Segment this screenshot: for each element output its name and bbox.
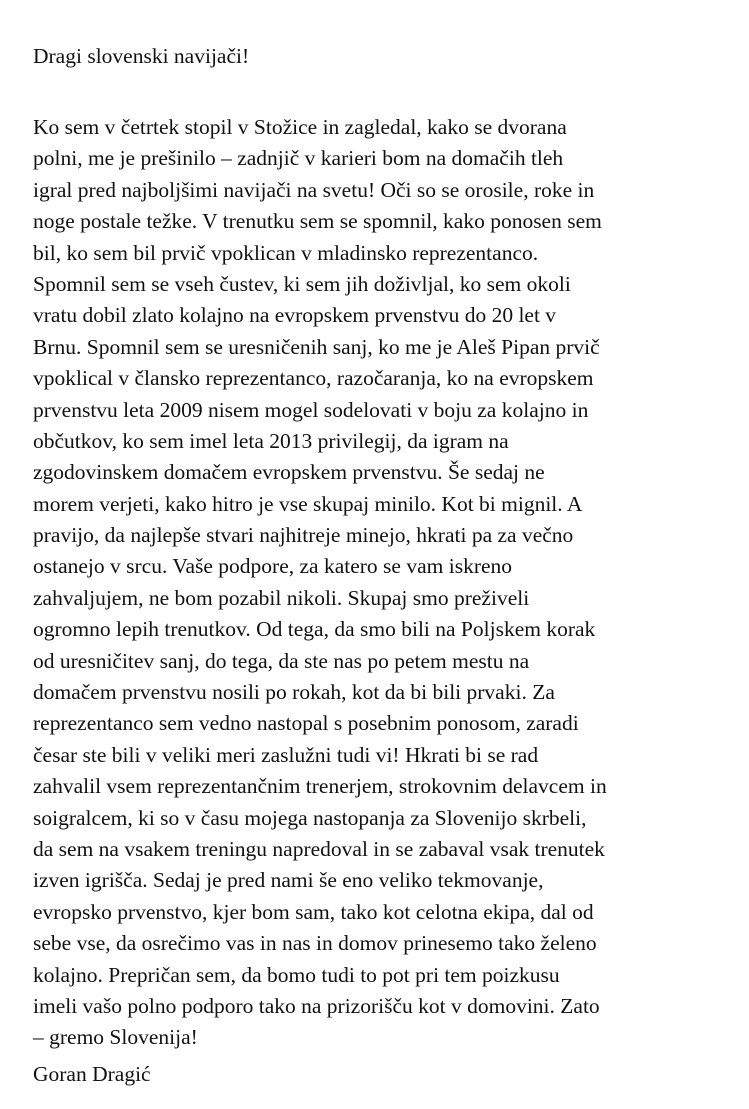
letter-signature: Goran Dragić	[33, 1062, 151, 1086]
letter-line: bil, ko sem bil prvič vpoklican v mladinsko reprezentanco.	[33, 240, 539, 265]
letter-line: polni, me je prešinilo – zadnjič v karieri bom na domačih tleh	[33, 146, 564, 171]
letter-line: kolajno. Prepričan sem, da bomo tudi to pot pri tem poizkusu	[33, 962, 560, 987]
letter-line: vpoklical v člansko reprezentanco, razočaranja, ko na evropskem	[33, 366, 594, 391]
letter-body	[33, 112, 607, 1054]
letter-line: Spomnil sem se vseh čustev, ki sem jih doživljal, ko sem okoli	[33, 271, 571, 296]
letter-greeting: Dragi slovenski navijači!	[33, 44, 250, 68]
letter-line: soigralcem, ki so v času mojega nastopanja za Slovenijo skrbeli,	[33, 805, 587, 830]
letter-line: noge postale težke. V trenutku sem se spomnil, kako ponosen sem	[33, 209, 602, 234]
letter-line: pravijo, da najlepše stvari najhitreje minejo, hkrati pa za večno	[33, 523, 574, 548]
letter-line: igral pred najboljšimi navijači na svetu! Oči so se orosile, roke in	[33, 177, 595, 202]
letter-line: – gremo Slovenija!	[33, 1025, 198, 1050]
letter-line: Brnu. Spomnil sem se uresničenih sanj, ko me je Aleš Pipan prvič	[33, 334, 600, 359]
letter-line: zgodovinskem domačem evropskem prvenstvu. Še sedaj ne	[33, 460, 545, 485]
letter-line: da sem na vsakem treningu napredoval in se zabaval vsak trenutek	[33, 836, 605, 861]
letter-line: zahvaljujem, ne bom pozabil nikoli. Skupaj smo preživeli	[33, 585, 530, 610]
letter-line: vratu dobil zlato kolajno na evropskem prvenstvu do 20 let v	[33, 303, 557, 328]
letter-line: imeli vašo polno podporo tako na prizorišču kot v domovini. Zato	[33, 993, 600, 1018]
letter-line: ogromno lepih trenutkov. Od tega, da smo bili na Poljskem korak	[33, 617, 596, 642]
letter-line: prvenstvu leta 2009 nisem mogel sodelovati v boju za kolajno in	[33, 397, 589, 422]
letter-line: sebe vse, da osrečimo vas in nas in domov prinesemo tako želeno	[33, 931, 597, 956]
letter-line: Ko sem v četrtek stopil v Stožice in zagledal, kako se dvorana	[33, 115, 567, 139]
letter-line: zahvalil vsem reprezentančnim trenerjem, strokovnim delavcem in	[33, 774, 607, 799]
letter-line: ostanejo v srcu. Vaše podpore, za katero se vam iskreno	[33, 554, 513, 579]
letter-line: od uresničitev sanj, do tega, da ste nas po petem mestu na	[33, 648, 530, 673]
letter-line: reprezentanco sem vedno nastopal s posebnim ponosom, zaradi	[33, 711, 579, 736]
letter-line: občutkov, ko sem imel leta 2013 privilegij, da igram na	[33, 428, 509, 453]
letter-line: morem verjeti, kako hitro je vse skupaj minilo. Kot bi mignil. A	[33, 491, 583, 516]
letter-line: česar ste bili v veliki meri zaslužni tudi vi! Hkrati bi se rad	[33, 742, 539, 767]
letter-line: domačem prvenstvu nosili po rokah, kot da bi bili prvaki. Za	[33, 680, 555, 705]
letter-line: evropsko prvenstvo, kjer bom sam, tako kot celotna ekipa, dal od	[33, 899, 594, 924]
letter-line: izven igrišča. Sedaj je pred nami še eno veliko tekmovanje,	[33, 868, 544, 893]
